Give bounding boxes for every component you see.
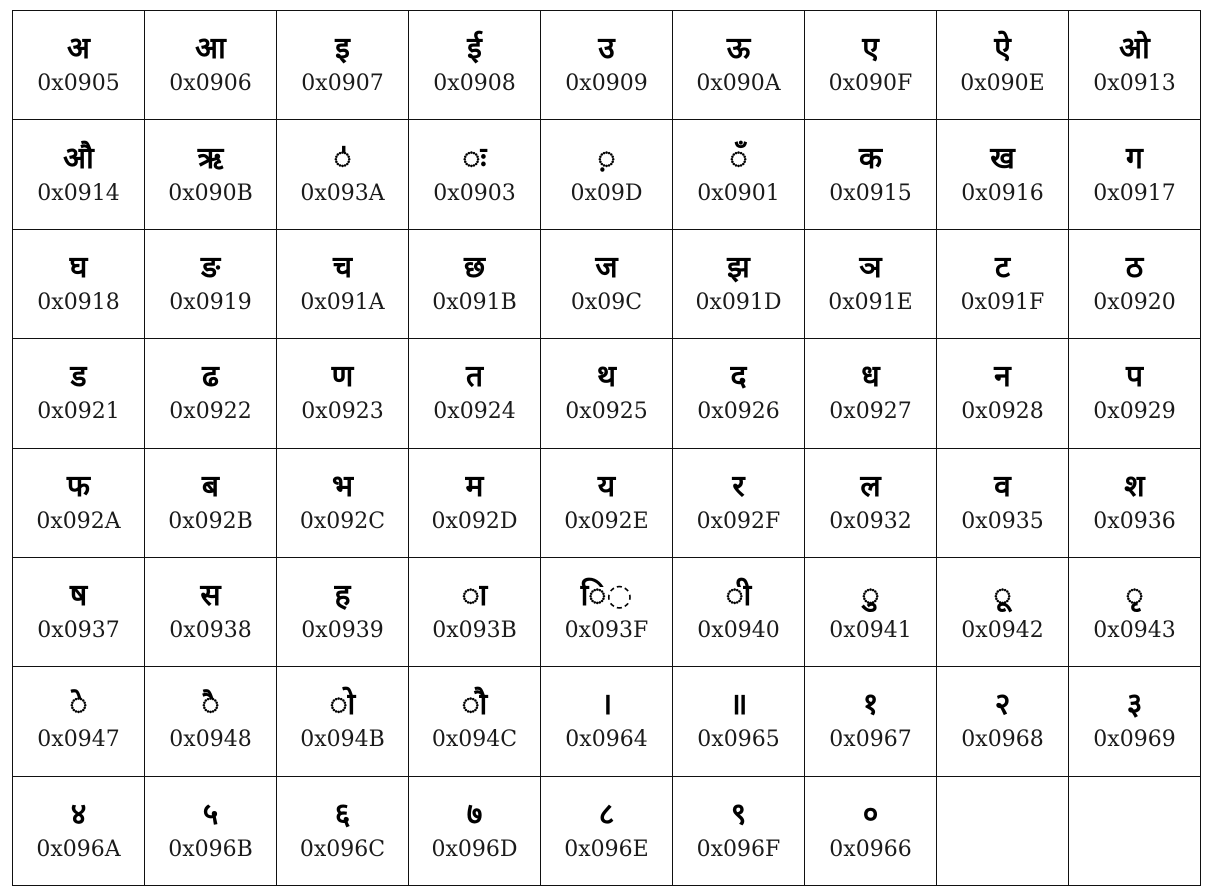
character-cell: [145, 11, 277, 120]
character-cell: [805, 667, 937, 776]
character-cell: [1069, 339, 1201, 448]
character-cell: [1069, 229, 1201, 338]
glyph: ◌ो: [329, 687, 356, 723]
character-cell: [673, 120, 805, 229]
glyph: भ: [331, 468, 354, 504]
character-cell: [1069, 557, 1201, 666]
glyph: [1069, 812, 1200, 850]
character-cell: [277, 776, 409, 885]
code-point: 0x0968: [961, 727, 1044, 753]
code-point: 0x091E: [828, 289, 913, 315]
code-point: 0x09D: [570, 180, 643, 206]
glyph: ङ: [200, 249, 221, 285]
glyph: ढ: [202, 359, 219, 395]
character-cell: [13, 339, 145, 448]
code-point: 0x092D: [431, 508, 518, 534]
glyph: अ: [67, 31, 90, 67]
glyph: ट: [994, 249, 1011, 285]
code-point: 0x093B: [432, 618, 517, 644]
character-cell: [541, 120, 673, 229]
character-cell: [805, 339, 937, 448]
code-point: 0x0940: [697, 618, 780, 644]
glyph: ◌ू: [993, 578, 1012, 614]
code-point: 0x096E: [564, 836, 649, 862]
code-point: 0x093F: [564, 618, 649, 644]
glyph: ◌ु: [861, 578, 880, 614]
code-point: 0x0941: [829, 618, 912, 644]
character-cell: [1069, 11, 1201, 120]
glyph: र: [732, 468, 745, 504]
glyph: फ: [66, 468, 91, 504]
code-point: 0x0922: [169, 399, 252, 425]
glyph: ◌़: [597, 140, 616, 176]
code-point: 0x090E: [960, 71, 1045, 97]
code-point: 0x0918: [37, 289, 120, 315]
glyph: घ: [69, 249, 88, 285]
code-point: 0x0936: [1093, 508, 1176, 534]
table-row: [13, 11, 1201, 120]
devanagari-character-table: [12, 10, 1201, 886]
code-point: 0x091F: [960, 289, 1045, 315]
character-cell: [541, 557, 673, 666]
character-cell: [805, 120, 937, 229]
character-cell: [937, 120, 1069, 229]
code-point: 0x0919: [169, 289, 252, 315]
character-cell: [277, 667, 409, 776]
code-point: 0x0924: [433, 399, 516, 425]
glyph: प: [1125, 359, 1144, 395]
glyph: व: [994, 468, 1011, 504]
table-row: [13, 557, 1201, 666]
code-point: 0x096C: [299, 836, 386, 862]
code-point: 0x0925: [565, 399, 648, 425]
glyph: ध: [861, 359, 880, 395]
table-row: [13, 229, 1201, 338]
glyph: ठ: [1125, 249, 1144, 285]
glyph: द: [730, 359, 747, 395]
character-cell: [409, 448, 541, 557]
character-cell: [673, 557, 805, 666]
character-cell: [145, 339, 277, 448]
glyph: ४: [70, 796, 87, 832]
character-cell: [541, 11, 673, 120]
empty-cell: [1069, 776, 1201, 885]
glyph: ५: [202, 796, 219, 832]
glyph: ग: [1126, 140, 1143, 176]
character-table-body: [13, 11, 1201, 886]
glyph: ः: [462, 140, 487, 176]
code-point: 0x0914: [37, 180, 120, 206]
glyph: ह: [334, 578, 351, 614]
table-row: [13, 339, 1201, 448]
character-cell: [277, 448, 409, 557]
code-point: 0x0916: [961, 180, 1044, 206]
character-cell: [673, 776, 805, 885]
code-point: 0x0969: [1093, 727, 1176, 753]
glyph: ◌े: [69, 687, 88, 723]
glyph: ६: [334, 796, 351, 832]
code-point: 0x091A: [300, 289, 385, 315]
code-point: 0x0913: [1093, 71, 1176, 97]
character-cell: [145, 448, 277, 557]
glyph: छ: [463, 249, 486, 285]
code-point: 0x091D: [695, 289, 782, 315]
character-cell: [277, 339, 409, 448]
code-point: 0x0937: [37, 618, 120, 644]
glyph: औ: [63, 140, 94, 176]
glyph: ◌ऺ: [333, 140, 352, 176]
glyph: ण: [331, 359, 354, 395]
character-cell: [1069, 667, 1201, 776]
code-point: 0x0935: [961, 508, 1044, 534]
character-cell: [937, 339, 1069, 448]
character-cell: [13, 11, 145, 120]
glyph: ज: [595, 249, 618, 285]
character-cell: [1069, 120, 1201, 229]
code-point: 0x0932: [829, 508, 912, 534]
character-cell: [541, 339, 673, 448]
code-point: 0x0929: [1093, 399, 1176, 425]
glyph: ब: [201, 468, 220, 504]
glyph: ख: [990, 140, 1015, 176]
code-point: 0x092E: [564, 508, 649, 534]
glyph: ०: [862, 796, 879, 832]
code-point: 0x092F: [696, 508, 781, 534]
character-cell: [13, 776, 145, 885]
character-cell: [277, 120, 409, 229]
character-cell: [673, 229, 805, 338]
code-point: 0x094B: [300, 727, 385, 753]
table-row: [13, 448, 1201, 557]
code-point: 0x0905: [37, 71, 120, 97]
glyph: [937, 812, 1068, 850]
glyph: आ: [195, 31, 226, 67]
glyph: ७: [466, 796, 483, 832]
glyph: य: [597, 468, 616, 504]
glyph: इ: [335, 31, 350, 67]
character-cell: [145, 229, 277, 338]
character-cell: [277, 229, 409, 338]
character-cell: [541, 667, 673, 776]
code-point: 0x0923: [301, 399, 384, 425]
glyph: ◌ै: [201, 687, 220, 723]
code-point: 0x092A: [36, 508, 121, 534]
glyph: ए: [862, 31, 879, 67]
glyph: ९: [730, 796, 747, 832]
glyph: ८: [598, 796, 615, 832]
glyph: ◌ौ: [461, 687, 488, 723]
code-point: 0x0908: [433, 71, 516, 97]
code-point: 0x0942: [961, 618, 1044, 644]
code-point: 0x0967: [829, 727, 912, 753]
code-point: 0x0938: [169, 618, 252, 644]
glyph: ञ: [859, 249, 882, 285]
glyph: ओ: [1119, 31, 1150, 67]
character-cell: [541, 448, 673, 557]
glyph: ल: [860, 468, 881, 504]
code-point: 0x0939: [301, 618, 384, 644]
code-point: 0x092C: [299, 508, 386, 534]
code-point: 0x092B: [168, 508, 253, 534]
character-cell: [13, 448, 145, 557]
code-point: 0x093A: [300, 180, 385, 206]
code-point: 0x096A: [36, 836, 121, 862]
glyph: ड: [70, 359, 87, 395]
character-cell: [145, 667, 277, 776]
character-cell: [541, 229, 673, 338]
glyph: ष: [69, 578, 88, 614]
character-cell: [145, 120, 277, 229]
code-point: 0x0920: [1093, 289, 1176, 315]
code-point: 0x094C: [431, 727, 518, 753]
character-cell: [541, 776, 673, 885]
glyph: ३: [1126, 687, 1143, 723]
code-point: 0x096F: [696, 836, 781, 862]
character-cell: [805, 557, 937, 666]
glyph: ऋ: [197, 140, 224, 176]
glyph: उ: [598, 31, 615, 67]
character-cell: [673, 667, 805, 776]
glyph: स: [200, 578, 221, 614]
code-point: 0x0917: [1093, 180, 1176, 206]
empty-cell: [937, 776, 1069, 885]
code-point: 0x0966: [829, 836, 912, 862]
character-cell: [13, 557, 145, 666]
glyph: झ: [727, 249, 750, 285]
character-cell: [145, 776, 277, 885]
character-cell: [673, 339, 805, 448]
glyph: ऐ: [994, 31, 1011, 67]
glyph: च: [332, 249, 353, 285]
character-cell: [409, 339, 541, 448]
character-cell: [805, 229, 937, 338]
code-point: 0x096B: [168, 836, 253, 862]
code-point: 0x090A: [696, 71, 781, 97]
character-cell: [277, 11, 409, 120]
glyph: ◌ँ: [729, 140, 748, 176]
code-point: 0x0927: [829, 399, 912, 425]
character-cell: [409, 229, 541, 338]
character-cell: [13, 667, 145, 776]
code-point: 0x0907: [301, 71, 384, 97]
glyph: त: [465, 359, 484, 395]
table-row: [13, 776, 1201, 885]
table-row: [13, 667, 1201, 776]
glyph: ऊ: [726, 31, 751, 67]
code-point: 0x0921: [37, 399, 120, 425]
character-cell: [145, 557, 277, 666]
character-cell: [937, 557, 1069, 666]
character-cell: [409, 120, 541, 229]
character-cell: [13, 229, 145, 338]
character-cell: [937, 229, 1069, 338]
character-cell: [937, 667, 1069, 776]
character-cell: [409, 557, 541, 666]
code-point: 0x0915: [829, 180, 912, 206]
glyph: म: [465, 468, 484, 504]
code-point: 0x09C: [570, 289, 643, 315]
code-point: 0x0909: [565, 71, 648, 97]
glyph: ◌ृ: [1125, 578, 1144, 614]
glyph: न: [994, 359, 1011, 395]
character-cell: [673, 448, 805, 557]
character-cell: [409, 11, 541, 120]
character-cell: [805, 776, 937, 885]
glyph: १: [862, 687, 879, 723]
glyph: ॥: [729, 687, 748, 723]
code-point: 0x0947: [37, 727, 120, 753]
code-point: 0x096D: [431, 836, 518, 862]
character-cell: [409, 667, 541, 776]
glyph: २: [994, 687, 1011, 723]
glyph: श: [1124, 468, 1145, 504]
glyph: ई: [467, 31, 482, 67]
character-cell: [673, 11, 805, 120]
character-cell: [805, 448, 937, 557]
code-point: 0x090F: [828, 71, 913, 97]
glyph: ि◌: [580, 578, 633, 614]
code-point: 0x0965: [697, 727, 780, 753]
code-point: 0x0943: [1093, 618, 1176, 644]
character-cell: [805, 11, 937, 120]
glyph: ।: [600, 687, 613, 723]
character-cell: [409, 776, 541, 885]
glyph: थ: [596, 359, 617, 395]
character-cell: [277, 557, 409, 666]
code-point: 0x0901: [697, 180, 780, 206]
glyph: ◌ा: [461, 578, 488, 614]
code-point: 0x0903: [433, 180, 516, 206]
character-cell: [1069, 448, 1201, 557]
code-point: 0x091B: [432, 289, 517, 315]
character-cell: [937, 11, 1069, 120]
code-point: 0x0948: [169, 727, 252, 753]
code-point: 0x0926: [697, 399, 780, 425]
code-point: 0x0964: [565, 727, 648, 753]
glyph: ◌ी: [725, 578, 752, 614]
code-point: 0x0906: [169, 71, 252, 97]
character-cell: [13, 120, 145, 229]
glyph: क: [858, 140, 883, 176]
code-point: 0x090B: [168, 180, 253, 206]
code-point: 0x0928: [961, 399, 1044, 425]
character-cell: [937, 448, 1069, 557]
table-row: [13, 120, 1201, 229]
